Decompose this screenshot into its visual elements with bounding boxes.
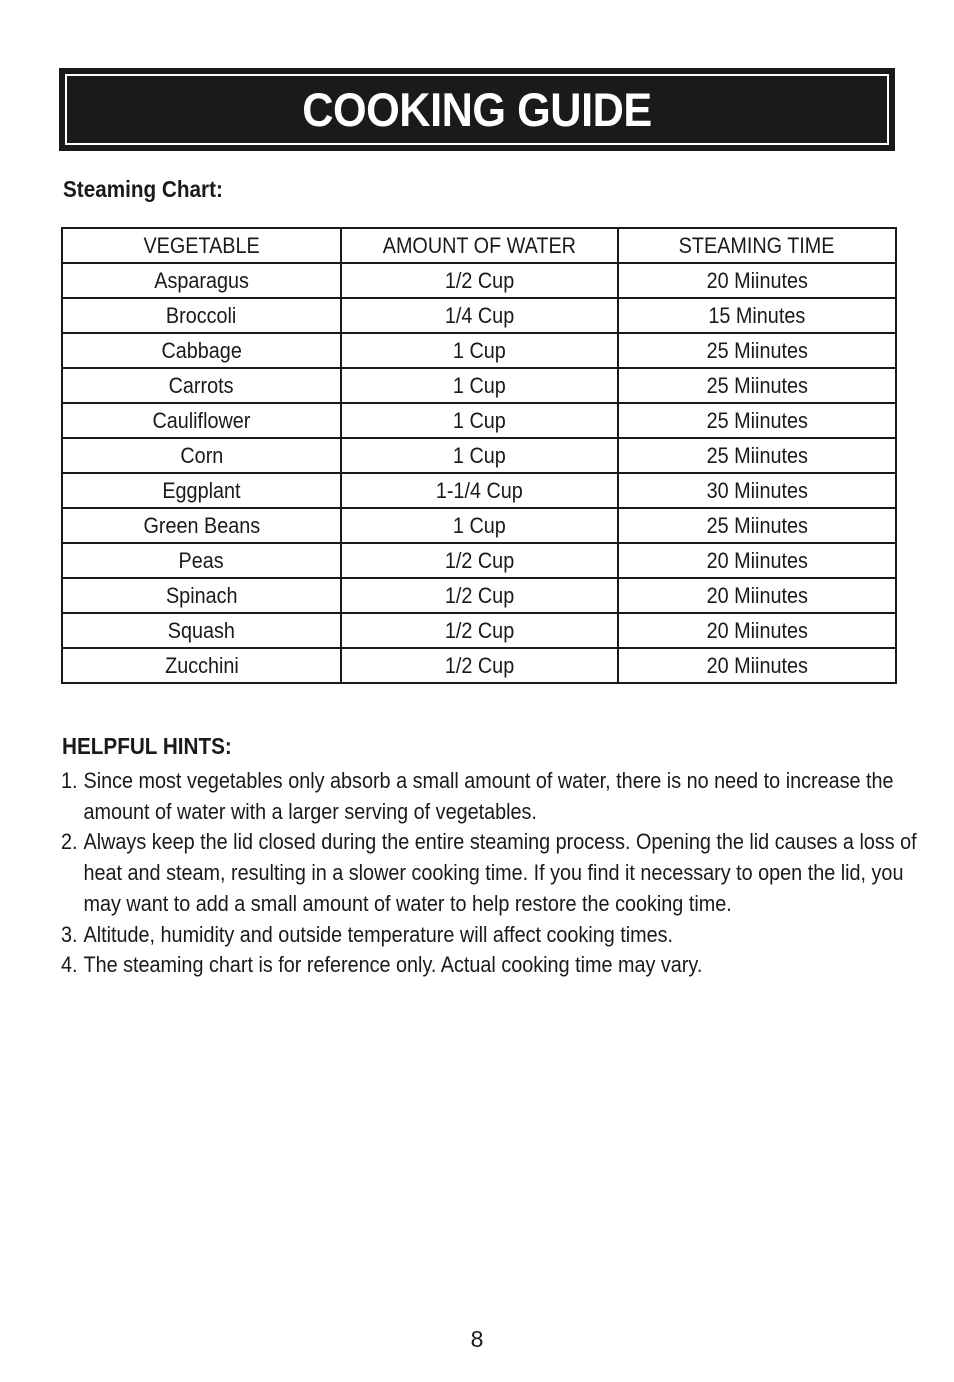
cell-steaming-time: 25 Miinutes — [618, 368, 896, 403]
header-amount-of-water: AMOUNT OF WATER — [341, 228, 618, 263]
table-row — [62, 263, 896, 298]
cell-vegetable: Cabbage — [62, 333, 341, 368]
page-number: 8 — [470, 1326, 484, 1352]
cell-steaming-time: 25 Miinutes — [618, 438, 896, 473]
table-row — [62, 438, 896, 473]
header-steaming-time: STEAMING TIME — [618, 228, 896, 263]
helpful-hints-title: HELPFUL HINTS: — [62, 733, 232, 759]
cell-steaming-time: 20 Miinutes — [618, 543, 896, 578]
cell-steaming-time: 30 Miinutes — [618, 473, 896, 508]
cell-amount-of-water: 1 Cup — [341, 368, 618, 403]
table-row — [62, 298, 896, 333]
table-row — [62, 648, 896, 683]
cell-steaming-time: 20 Miinutes — [618, 613, 896, 648]
cell-steaming-time: 20 Miinutes — [618, 648, 896, 683]
page-title: COOKING GUIDE — [302, 83, 652, 136]
cell-amount-of-water: 1 Cup — [341, 438, 618, 473]
cell-vegetable: Asparagus — [62, 263, 341, 298]
helpful-hints-list — [61, 766, 941, 981]
hint-item — [61, 950, 925, 981]
cell-steaming-time: 25 Miinutes — [618, 403, 896, 438]
table-row — [62, 543, 896, 578]
cell-amount-of-water: 1/2 Cup — [341, 263, 618, 298]
cell-amount-of-water: 1/2 Cup — [341, 543, 618, 578]
steaming-chart-label: Steaming Chart: — [63, 176, 223, 202]
table-row — [62, 508, 896, 543]
title-banner-frame — [65, 74, 889, 145]
cell-amount-of-water: 1/2 Cup — [341, 578, 618, 613]
cell-vegetable: Squash — [62, 613, 341, 648]
cell-vegetable: Carrots — [62, 368, 341, 403]
cell-vegetable: Cauliflower — [62, 403, 341, 438]
cell-steaming-time: 25 Miinutes — [618, 508, 896, 543]
table-row — [62, 368, 896, 403]
cell-amount-of-water: 1-1/4 Cup — [341, 473, 618, 508]
cell-steaming-time: 20 Miinutes — [618, 263, 896, 298]
table-row — [62, 578, 896, 613]
header-vegetable: VEGETABLE — [62, 228, 341, 263]
table-header-row — [62, 228, 896, 263]
cell-vegetable: Green Beans — [62, 508, 341, 543]
table-header — [62, 228, 896, 263]
hint-number: 4. — [61, 952, 78, 978]
hint-number: 2. — [61, 829, 78, 855]
cell-vegetable: Corn — [62, 438, 341, 473]
hint-number: 1. — [61, 768, 78, 793]
hint-text: The steaming chart is for reference only. Actual cooking time may vary. — [83, 952, 703, 978]
cell-steaming-time: 20 Miinutes — [618, 578, 896, 613]
table-row — [62, 333, 896, 368]
cell-steaming-time: 15 Minutes — [618, 298, 896, 333]
cell-steaming-time: 25 Miinutes — [618, 333, 896, 368]
cell-amount-of-water: 1/2 Cup — [341, 648, 618, 683]
table-body — [62, 263, 896, 683]
hint-text: Since most vegetables only absorb a small amount of water, there is no need to increase the amount of water with a larger serving of vegetables. — [83, 768, 894, 824]
hint-text: Always keep the lid closed during the entire steaming process. Opening the lid causes a loss of heat and steam, resulting in a slower cooking time. If you find it necessary to open the lid, you may want to add a small amount of water to help restore the cooking time. — [83, 829, 917, 916]
hint-text: Altitude, humidity and outside temperature will affect cooking times. — [83, 921, 674, 947]
cell-amount-of-water: 1/2 Cup — [341, 613, 618, 648]
steaming-chart-table — [61, 227, 897, 684]
table-row — [62, 473, 896, 508]
hint-number: 3. — [61, 921, 78, 947]
hint-item — [61, 827, 925, 919]
cell-amount-of-water: 1 Cup — [341, 333, 618, 368]
cell-amount-of-water: 1 Cup — [341, 508, 618, 543]
cell-amount-of-water: 1/4 Cup — [341, 298, 618, 333]
cell-vegetable: Eggplant — [62, 473, 341, 508]
title-banner — [59, 68, 895, 151]
cell-amount-of-water: 1 Cup — [341, 403, 618, 438]
cell-vegetable: Zucchini — [62, 648, 341, 683]
cell-vegetable: Spinach — [62, 578, 341, 613]
hint-item — [61, 766, 925, 827]
cell-vegetable: Peas — [62, 543, 341, 578]
hint-item — [61, 920, 925, 951]
cell-vegetable: Broccoli — [62, 298, 341, 333]
table-row — [62, 613, 896, 648]
table-row — [62, 403, 896, 438]
